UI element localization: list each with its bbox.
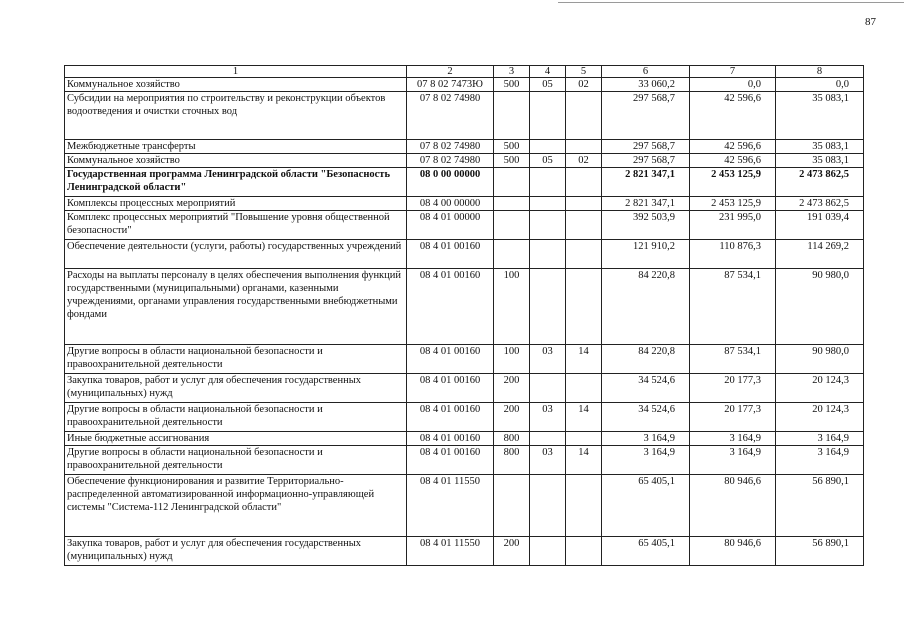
row-section (530, 92, 566, 140)
row-amount-year-2: 80 946,6 (690, 475, 776, 537)
row-code: 08 4 01 00160 (407, 345, 494, 374)
table-row (65, 269, 864, 345)
row-amount-year-1: 3 164,9 (602, 446, 690, 475)
row-amount-year-1: 65 405,1 (602, 537, 690, 566)
row-section: 03 (530, 446, 566, 475)
row-expense-type (494, 197, 530, 211)
table-row (65, 78, 864, 92)
row-code: 08 4 01 00000 (407, 211, 494, 240)
row-amount-year-3: 191 039,4 (776, 211, 864, 240)
row-amount-year-1: 297 568,7 (602, 140, 690, 154)
row-subsection: 02 (566, 154, 602, 168)
budget-table (64, 65, 864, 566)
row-amount-year-2: 42 596,6 (690, 154, 776, 168)
row-code: 08 4 01 00160 (407, 432, 494, 446)
row-expense-type (494, 92, 530, 140)
column-number: 6 (602, 66, 690, 78)
row-subsection (566, 168, 602, 197)
row-amount-year-2: 231 995,0 (690, 211, 776, 240)
table-body (65, 66, 864, 566)
row-section (530, 197, 566, 211)
row-subsection (566, 537, 602, 566)
row-amount-year-3: 114 269,2 (776, 240, 864, 269)
row-amount-year-1: 121 910,2 (602, 240, 690, 269)
row-name: Субсидии на мероприятия по строительству и реконструкции объектов водоотведения и очистки сточных вод (65, 92, 407, 140)
row-code: 08 4 01 00160 (407, 240, 494, 269)
row-expense-type: 200 (494, 374, 530, 403)
row-amount-year-3: 2 473 862,5 (776, 197, 864, 211)
row-name: Другие вопросы в области национальной безопасности и правоохранительной деятельности (65, 345, 407, 374)
row-expense-type: 500 (494, 78, 530, 92)
row-code: 07 8 02 74980 (407, 154, 494, 168)
row-expense-type (494, 240, 530, 269)
row-name: Иные бюджетные ассигнования (65, 432, 407, 446)
row-name: Обеспечение функционирования и развитие Территориально-распределенной автоматизированной информационно-управляющей системы "Система-112 Ленинградской области" (65, 475, 407, 537)
row-expense-type: 200 (494, 537, 530, 566)
column-number: 3 (494, 66, 530, 78)
row-amount-year-2: 20 177,3 (690, 403, 776, 432)
row-code: 08 4 00 00000 (407, 197, 494, 211)
row-amount-year-3: 0,0 (776, 78, 864, 92)
row-subsection: 14 (566, 446, 602, 475)
row-amount-year-2: 110 876,3 (690, 240, 776, 269)
row-amount-year-2: 2 453 125,9 (690, 168, 776, 197)
row-amount-year-1: 65 405,1 (602, 475, 690, 537)
table-row (65, 92, 864, 140)
row-subsection (566, 432, 602, 446)
row-expense-type: 100 (494, 269, 530, 345)
row-subsection (566, 374, 602, 403)
row-code: 07 8 02 74980 (407, 92, 494, 140)
row-amount-year-2: 42 596,6 (690, 140, 776, 154)
row-expense-type (494, 211, 530, 240)
row-expense-type: 500 (494, 140, 530, 154)
row-code: 08 4 01 00160 (407, 374, 494, 403)
row-section (530, 211, 566, 240)
row-code: 08 4 01 00160 (407, 403, 494, 432)
row-amount-year-1: 297 568,7 (602, 154, 690, 168)
table-row (65, 154, 864, 168)
row-section: 05 (530, 78, 566, 92)
row-amount-year-3: 35 083,1 (776, 92, 864, 140)
row-name: Расходы на выплаты персоналу в целях обеспечения выполнения функций государственными (муниципальными) органами, казенными учреждениями, органами управления государственными внебюджетными фондами (65, 269, 407, 345)
row-expense-type: 800 (494, 432, 530, 446)
table-row (65, 211, 864, 240)
column-number-row (65, 66, 864, 78)
row-amount-year-1: 3 164,9 (602, 432, 690, 446)
table-row (65, 475, 864, 537)
page-number: 87 (865, 16, 876, 28)
row-amount-year-3: 56 890,1 (776, 475, 864, 537)
row-amount-year-1: 392 503,9 (602, 211, 690, 240)
row-amount-year-2: 3 164,9 (690, 446, 776, 475)
row-expense-type (494, 168, 530, 197)
row-amount-year-1: 2 821 347,1 (602, 197, 690, 211)
row-amount-year-3: 20 124,3 (776, 374, 864, 403)
row-section: 03 (530, 403, 566, 432)
table-row (65, 345, 864, 374)
row-expense-type: 500 (494, 154, 530, 168)
column-number: 5 (566, 66, 602, 78)
row-name: Комплекс процессных мероприятий "Повышение уровня общественной безопасности" (65, 211, 407, 240)
row-subsection (566, 475, 602, 537)
top-rule (558, 2, 904, 3)
column-number: 2 (407, 66, 494, 78)
table-row (65, 197, 864, 211)
row-amount-year-3: 2 473 862,5 (776, 168, 864, 197)
row-amount-year-1: 84 220,8 (602, 269, 690, 345)
row-amount-year-1: 34 524,6 (602, 403, 690, 432)
column-number: 8 (776, 66, 864, 78)
row-section (530, 140, 566, 154)
row-code: 07 8 02 74980 (407, 140, 494, 154)
row-subsection (566, 197, 602, 211)
row-section (530, 432, 566, 446)
row-amount-year-2: 0,0 (690, 78, 776, 92)
row-name: Закупка товаров, работ и услуг для обеспечения государственных (муниципальных) нужд (65, 537, 407, 566)
row-expense-type: 100 (494, 345, 530, 374)
row-name: Другие вопросы в области национальной безопасности и правоохранительной деятельности (65, 446, 407, 475)
row-amount-year-3: 56 890,1 (776, 537, 864, 566)
row-expense-type (494, 475, 530, 537)
row-code: 08 0 00 00000 (407, 168, 494, 197)
row-amount-year-3: 90 980,0 (776, 345, 864, 374)
column-number: 1 (65, 66, 407, 78)
column-number: 4 (530, 66, 566, 78)
row-name: Государственная программа Ленинградской области "Безопасность Ленинградской области" (65, 168, 407, 197)
row-section (530, 240, 566, 269)
row-amount-year-2: 2 453 125,9 (690, 197, 776, 211)
row-section (530, 475, 566, 537)
row-amount-year-3: 35 083,1 (776, 154, 864, 168)
row-subsection (566, 211, 602, 240)
row-subsection (566, 140, 602, 154)
row-name: Обеспечение деятельности (услуги, работы) государственных учреждений (65, 240, 407, 269)
table-row (65, 140, 864, 154)
row-code: 08 4 01 00160 (407, 446, 494, 475)
row-code: 08 4 01 11550 (407, 537, 494, 566)
table-row (65, 168, 864, 197)
row-name: Межбюджетные трансферты (65, 140, 407, 154)
table-row (65, 432, 864, 446)
row-name: Коммунальное хозяйство (65, 154, 407, 168)
row-section: 05 (530, 154, 566, 168)
table-row (65, 374, 864, 403)
row-subsection (566, 269, 602, 345)
table-row (65, 446, 864, 475)
row-amount-year-2: 42 596,6 (690, 92, 776, 140)
row-amount-year-1: 297 568,7 (602, 92, 690, 140)
row-amount-year-2: 87 534,1 (690, 269, 776, 345)
row-code: 08 4 01 11550 (407, 475, 494, 537)
row-name: Комплексы процессных мероприятий (65, 197, 407, 211)
row-section (530, 537, 566, 566)
row-expense-type: 200 (494, 403, 530, 432)
row-amount-year-3: 3 164,9 (776, 446, 864, 475)
row-amount-year-2: 3 164,9 (690, 432, 776, 446)
row-amount-year-2: 87 534,1 (690, 345, 776, 374)
row-amount-year-1: 33 060,2 (602, 78, 690, 92)
table-row (65, 240, 864, 269)
row-amount-year-1: 2 821 347,1 (602, 168, 690, 197)
column-number: 7 (690, 66, 776, 78)
row-name: Коммунальное хозяйство (65, 78, 407, 92)
row-code: 07 8 02 7473Ю (407, 78, 494, 92)
row-section (530, 374, 566, 403)
row-amount-year-1: 34 524,6 (602, 374, 690, 403)
table-row (65, 537, 864, 566)
row-subsection (566, 92, 602, 140)
row-amount-year-2: 80 946,6 (690, 537, 776, 566)
row-subsection: 14 (566, 403, 602, 432)
row-subsection: 02 (566, 78, 602, 92)
row-section: 03 (530, 345, 566, 374)
row-code: 08 4 01 00160 (407, 269, 494, 345)
row-amount-year-3: 90 980,0 (776, 269, 864, 345)
row-amount-year-3: 3 164,9 (776, 432, 864, 446)
row-subsection: 14 (566, 345, 602, 374)
table-row (65, 403, 864, 432)
row-amount-year-3: 20 124,3 (776, 403, 864, 432)
row-section (530, 269, 566, 345)
row-subsection (566, 240, 602, 269)
row-expense-type: 800 (494, 446, 530, 475)
row-amount-year-2: 20 177,3 (690, 374, 776, 403)
row-amount-year-3: 35 083,1 (776, 140, 864, 154)
row-name: Другие вопросы в области национальной безопасности и правоохранительной деятельности (65, 403, 407, 432)
row-name: Закупка товаров, работ и услуг для обеспечения государственных (муниципальных) нужд (65, 374, 407, 403)
row-amount-year-1: 84 220,8 (602, 345, 690, 374)
row-section (530, 168, 566, 197)
